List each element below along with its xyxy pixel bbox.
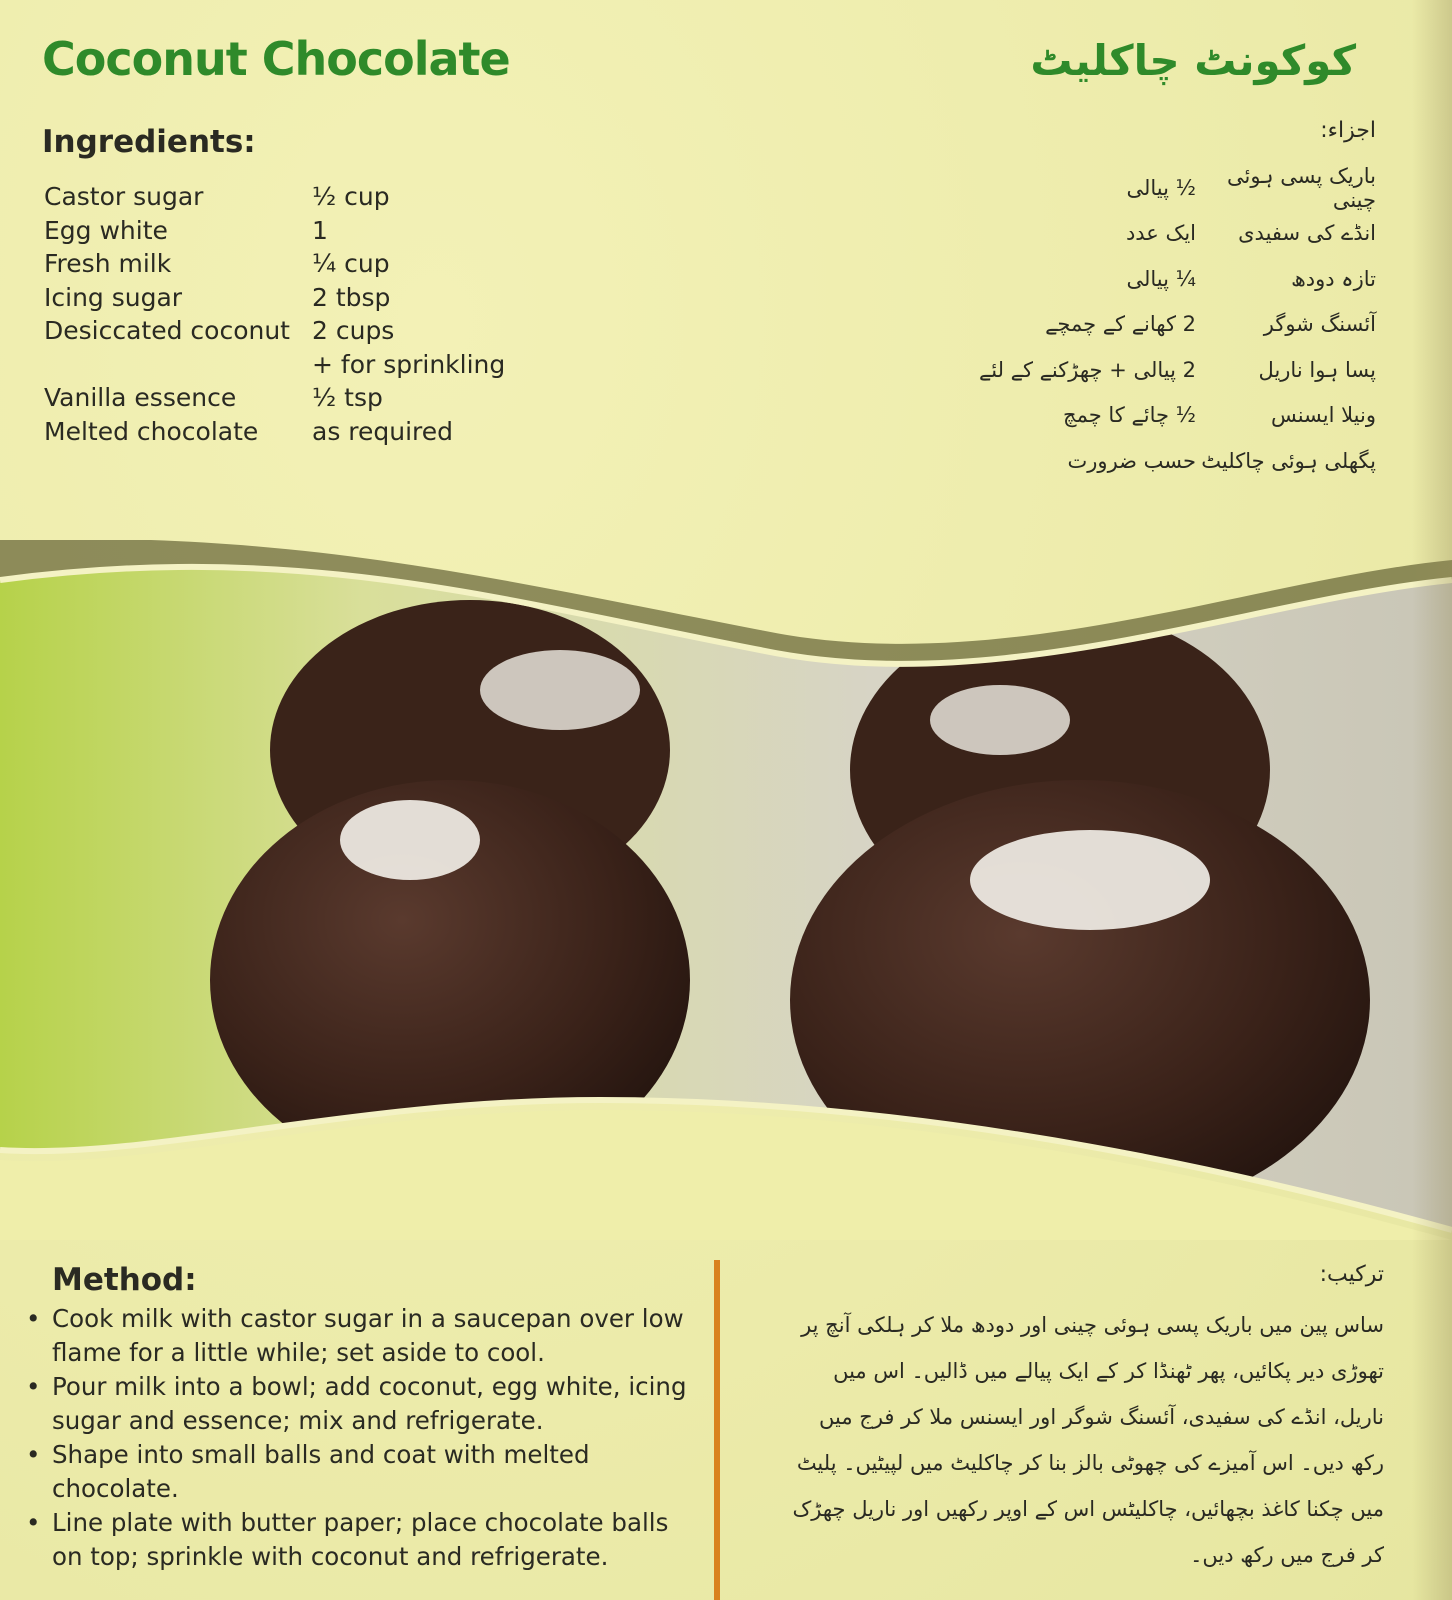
ingredient-name: Desiccated coconut xyxy=(44,316,290,345)
ingredient-quantity: + for sprinkling xyxy=(312,349,506,379)
ingredient-name xyxy=(44,348,312,382)
ingredient-name-urdu: ونیلا ایسنس xyxy=(1270,403,1376,428)
ingredient-quantity: ½ tsp xyxy=(312,383,383,412)
method-step: • Pour milk into a bowl; add coconut, egg white, icing sugar and essence; mix and refrigerate. xyxy=(22,1370,702,1438)
ingredient-name: Melted chocolate xyxy=(44,416,259,446)
chocolate-photo xyxy=(0,540,1452,1240)
ingredient-quantity: 2 cups xyxy=(312,316,395,345)
ingredient-quantity: 2 tbsp xyxy=(312,282,391,312)
ingredient-row xyxy=(44,214,505,248)
ingredient-quantity-urdu: ایک عدد xyxy=(1125,221,1196,246)
recipe-title-urdu: کوکونٹ چاکلیٹ xyxy=(1030,36,1356,85)
ingredient-row-urdu xyxy=(956,393,1376,439)
ingredient-row xyxy=(44,247,505,281)
ingredient-quantity-urdu: حسب ضرورت xyxy=(1067,448,1196,473)
ingredient-quantity-urdu: 2 کھانے کے چمچے xyxy=(1045,312,1196,337)
ingredient-name-urdu: آئسنگ شوگر xyxy=(1263,312,1376,337)
ingredient-name: Fresh milk xyxy=(44,249,172,278)
ingredient-row xyxy=(44,381,505,415)
ingredient-quantity-urdu: ½ چائے کا چمچ xyxy=(1063,403,1196,428)
ingredient-quantity: ¼ cup xyxy=(312,249,390,278)
ingredient-quantity: 1 xyxy=(312,215,328,245)
ingredients-list-urdu xyxy=(956,165,1376,484)
ingredient-row-urdu xyxy=(956,165,1376,211)
ingredient-row xyxy=(44,415,505,449)
method-text-urdu: ساس پین میں باریک پسی ہوئی چینی اور دودھ ملا کر ہلکی آنچ پر تھوڑی دیر پکائیں، پھر ٹھنڈا کر کے ایک پیالے میں ڈالیں۔ اس میں ناریل، انڈے کی سفیدی، آئسنگ شوگر اور ایسنس ملا کر فرج میں رکھ دیں۔ اس آمیزے کی چھوٹی بالز بنا کر چاکلیٹ میں لپیٹیں۔ پلیٹ میں چکنا کاغذ بچھائیں، چاکلیٹس اس کے اوپر رکھیں اور ناریل چھڑک کر فرج میں رکھ دیں۔ xyxy=(792,1313,1384,1567)
ingredients-list xyxy=(44,180,505,448)
ingredient-name: Icing sugar xyxy=(44,282,183,312)
ingredient-quantity-urdu: ¼ پیالی xyxy=(1126,266,1196,291)
ingredient-name-urdu: تازہ دودھ xyxy=(1291,266,1376,291)
ingredient-name-urdu: باریک پسی ہوئی چینی xyxy=(1227,163,1376,212)
ingredient-row xyxy=(44,180,505,214)
ingredient-name-urdu: پسا ہوا ناریل xyxy=(1258,357,1376,382)
recipe-title: Coconut Chocolate xyxy=(42,32,510,86)
ingredient-row-urdu xyxy=(956,256,1376,302)
ingredient-name: Castor sugar xyxy=(44,182,204,211)
method-heading: Method: xyxy=(52,1262,197,1298)
ingredient-row-urdu xyxy=(956,302,1376,348)
ingredient-row-urdu xyxy=(956,438,1376,484)
ingredient-name-urdu: انڈے کی سفیدی xyxy=(1238,221,1376,246)
method-step: • Cook milk with castor sugar in a saucepan over low flame for a little while; set aside to cool. xyxy=(22,1302,702,1370)
page-edge-shadow xyxy=(1412,0,1452,1600)
ingredients-heading: Ingredients: xyxy=(42,124,256,160)
ingredient-quantity-urdu: ½ پیالی xyxy=(1126,175,1196,200)
ingredient-quantity: ½ cup xyxy=(312,182,390,211)
ingredient-row xyxy=(44,314,505,348)
method-heading-urdu: ترکیب: xyxy=(1319,1262,1384,1287)
ingredient-name-urdu: پگھلی ہوئی چاکلیٹ xyxy=(1201,448,1376,473)
column-divider xyxy=(714,1260,720,1600)
ingredient-name: Egg white xyxy=(44,215,168,245)
ingredients-heading-urdu: اجزاء: xyxy=(1320,118,1376,143)
ingredient-quantity: as required xyxy=(312,416,454,446)
ingredient-row xyxy=(44,348,505,382)
method-step: • Shape into small balls and coat with melted chocolate. xyxy=(22,1438,702,1506)
ingredient-row xyxy=(44,281,505,315)
method-list xyxy=(22,1302,702,1574)
ingredient-row-urdu xyxy=(956,347,1376,393)
ingredient-row-urdu xyxy=(956,211,1376,257)
ingredient-name: Vanilla essence xyxy=(44,383,237,412)
ingredient-quantity-urdu: 2 پیالی + چھڑکنے کے لئے xyxy=(978,357,1196,382)
method-step: • Line plate with butter paper; place chocolate balls on top; sprinkle with coconut and refrigerate. xyxy=(22,1506,702,1574)
